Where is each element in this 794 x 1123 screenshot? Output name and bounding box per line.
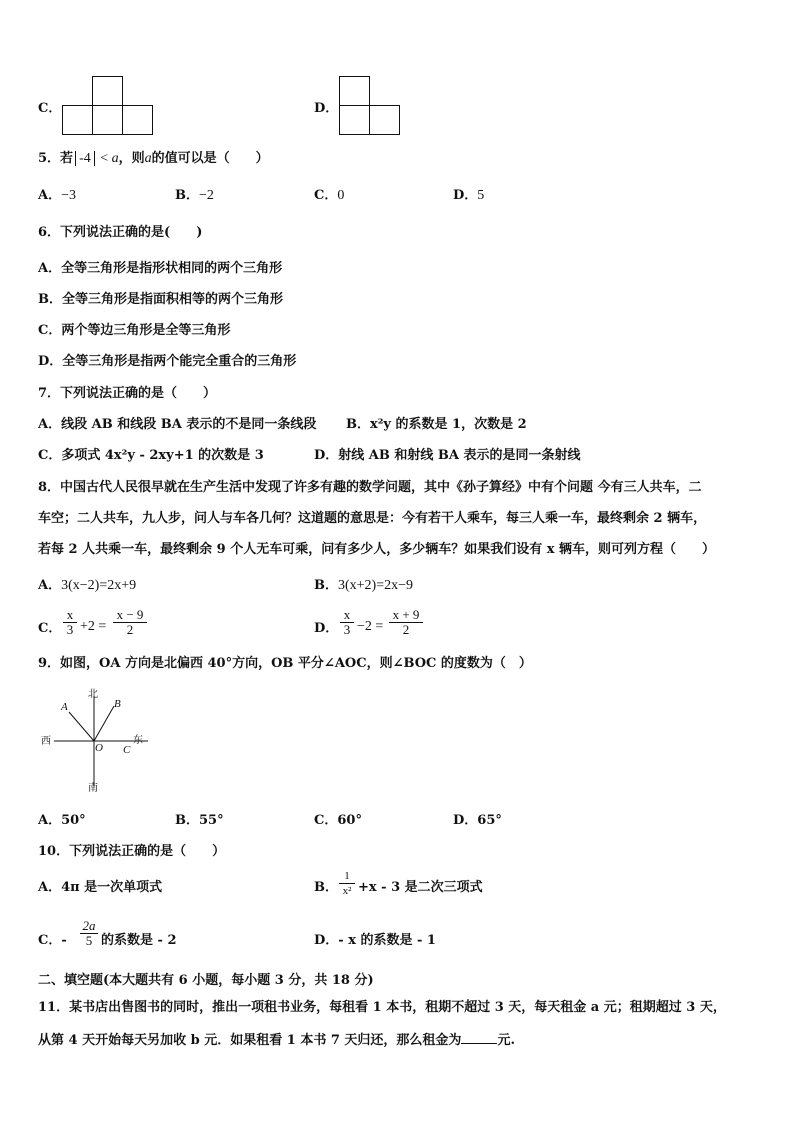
q10-option-c-rest: 的系数是 - 2	[101, 933, 177, 948]
q10-option-b-label: B．	[314, 880, 338, 895]
q8-stem-line1: 8．中国古代人民很早就在生产生活中发现了许多有趣的数学问题，其中《孙子算经》中有个问题 今有三人共车，二	[38, 480, 702, 495]
q8-stem-line3: 若每 2 人共乘一车，最终剩余 9 个人无车可乘，问有多少人，多少辆车？如果我们设有 x 辆车，则可列方程（ ）	[38, 542, 715, 557]
q10-option-a: A．4π 是一次单项式	[38, 880, 163, 895]
q9-label-C: C	[123, 744, 131, 756]
q9-option-d: D．65°	[453, 813, 502, 828]
q10-option-b-fraction: $\frac{1}{\text{x²}}$	[339, 869, 355, 898]
q8-option-c-fraction-1: $\frac{x}{3}$	[63, 608, 77, 637]
q6-option-a: A．全等三角形是指形状相同的两个三角形	[38, 261, 283, 276]
q9-option-b: B．55°	[175, 813, 224, 828]
q5-option-c: C．0	[314, 188, 345, 203]
q8-option-b: B．3(x+2)=2x−9	[314, 578, 414, 593]
q9-option-a: A．50°	[38, 813, 86, 828]
q8-option-c-label: C．	[38, 621, 62, 636]
q10-option-c-fraction: $\frac{2a}{5}$	[80, 919, 98, 948]
q11-answer-blank[interactable]	[461, 1031, 497, 1044]
q5-stem: 5．若 -4 < a，则a的值可以是（ ）	[38, 151, 269, 166]
q9-label-north: 北	[88, 689, 98, 700]
q6-option-c: C．两个等边三角形是全等三角形	[38, 323, 231, 338]
q8-option-c-fraction-2: $\frac{x - 9}{2}$	[113, 608, 147, 637]
q5-option-a: A．−3	[38, 188, 76, 203]
q10-option-c-label: C．-	[38, 933, 67, 948]
q7-option-c: C．多项式 4x²y - 2xy+1 的次数是 3	[38, 448, 264, 463]
q4-option-c-figure	[62, 76, 154, 136]
q6-option-d: D．全等三角形是指两个能完全重合的三角形	[38, 354, 297, 369]
q8-option-d-label: D．	[314, 621, 339, 636]
q8-option-d-fraction-2: $\frac{x + 9}{2}$	[389, 608, 423, 637]
q9-option-c: C．60°	[314, 813, 362, 828]
q11-line2: 从第 4 天开始每天另加收 b 元．如果租看 1 本书 7 天归还，那么租金为 元.	[38, 1033, 515, 1048]
q9-label-east: 东	[133, 735, 143, 746]
q8-stem-line2: 车空；二人共车，九人步，问人与车各几何？这道题的意思是：今有若干人乘车，每三人乘一车，最终剩余 2 辆车，	[38, 511, 707, 526]
q9-label-O: O	[95, 742, 103, 754]
q4-option-d-figure	[339, 76, 401, 136]
q5-option-d: D．5	[453, 188, 485, 203]
q9-label-A: A	[61, 701, 68, 713]
q8-option-d-fraction-1: $\frac{x}{3}$	[340, 608, 354, 637]
q10-option-b-rest: +x - 3 是二次三项式	[358, 880, 483, 895]
q5-abs-expression: -4	[75, 151, 95, 166]
q9-label-B: B	[114, 698, 121, 710]
q6-stem: 6．下列说法正确的是( )	[38, 225, 203, 240]
q7-option-b: B．x²y 的系数是 1，次数是 2	[346, 417, 527, 432]
q6-option-b: B．全等三角形是指面积相等的两个三角形	[38, 292, 283, 307]
q5-option-b: B．−2	[175, 188, 214, 203]
q9-label-south: 南	[88, 783, 98, 794]
q4-option-d-label: D．	[314, 101, 339, 116]
q9-stem: 9．如图，OA 方向是北偏西 40°方向，OB 平分∠AOC，则∠BOC 的度数为（ ）	[38, 656, 532, 671]
q7-option-d: D．射线 AB 和射线 BA 表示的是同一条射线	[314, 448, 581, 463]
q11-line1: 11．某书店出售图书的同时，推出一项租书业务，每租看 1 本书，租期不超过 3 天，每天租金 a 元；租期超过 3 天，	[38, 1000, 726, 1015]
q8-option-d-mid: −2 =	[357, 619, 384, 634]
q10-option-d: D．- x 的系数是 - 1	[314, 933, 436, 948]
section-2-title: 二、填空题(本大题共有 6 小题，每小题 3 分，共 18 分)	[38, 973, 374, 988]
q7-stem: 7．下列说法正确的是（ ）	[38, 386, 217, 401]
q4-option-c-label: C．	[38, 101, 62, 116]
q8-option-c-mid: +2 =	[80, 619, 107, 634]
q8-option-a: A．3(x−2)=2x+9	[38, 578, 137, 593]
q7-option-a: A．线段 AB 和线段 BA 表示的不是同一条线段	[38, 417, 317, 432]
q10-stem: 10．下列说法正确的是（ ）	[38, 844, 226, 859]
q9-label-west: 西	[41, 736, 51, 747]
